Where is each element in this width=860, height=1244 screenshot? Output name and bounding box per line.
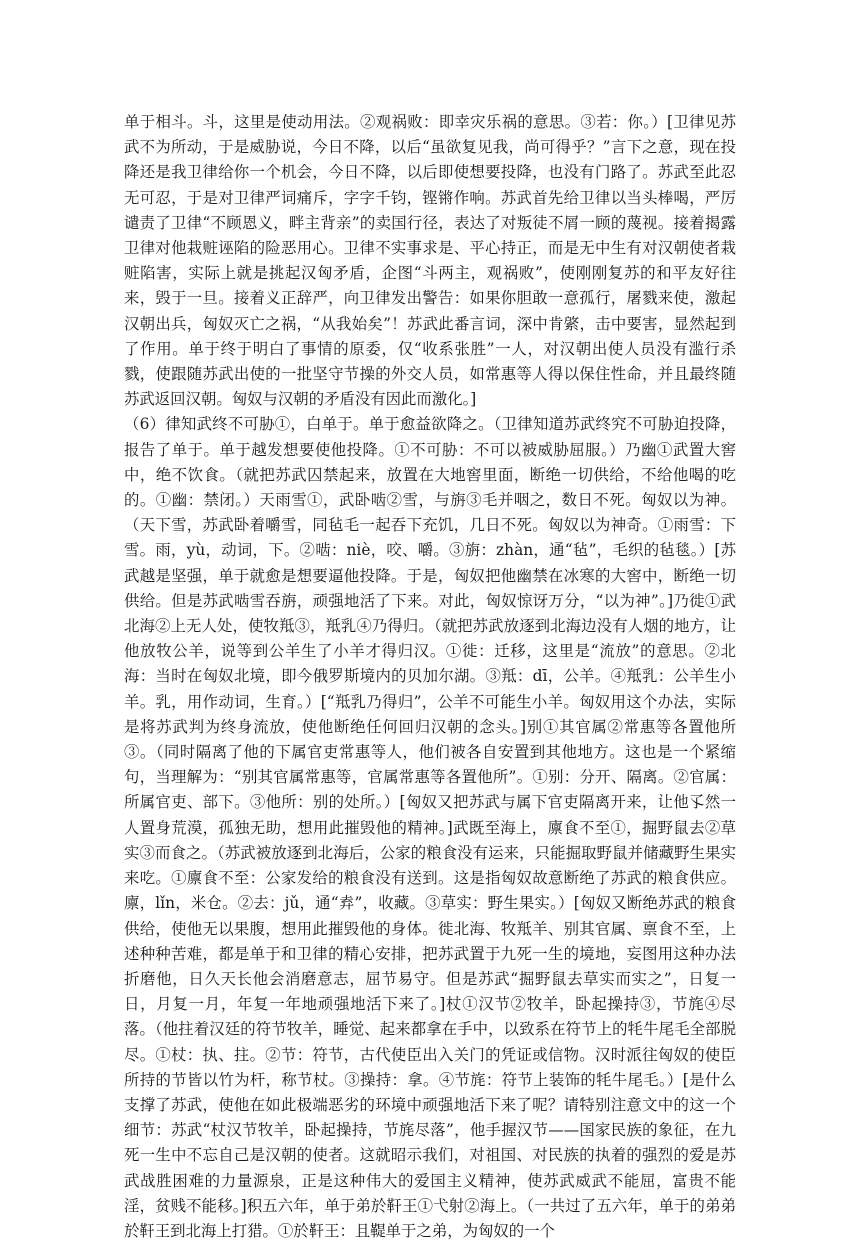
paragraph-section-6: （6）律知武终不可胁①，白单于。单于愈益欲降之。（卫律知道苏武终究不可胁迫投降，报告了单于。单于越发想要使他投降。①不可胁：不可以被威胁屈服。）乃幽①武置大窖中，绝不饮食。（就把苏武囚禁起来，放置在大地窖里面，断绝一切供给，不给他喝的吃的。①幽：禁闭。）天雨雪①，武卧啮②雪，与旃③毛并咽之，数日不死。匈奴以为神。（天下雪，苏武卧着嚼雪，同毡毛一起吞下充饥，几日不死。匈奴以为神奇。①雨雪：下雪。雨，yù，动词，下。②啮：niè，咬、嚼。③旃：zhàn，通“毡”，毛织的毡毯。）[苏武越是坚强，单于就愈是想要逼他投降。于是，匈奴把他幽禁在冰寒的大窖中，断绝一切供给。但是苏武啮雪吞旃，顽强地活了下来。对此，匈奴惊讶万分，“以为神”。]乃徙①武北海②上无人处，使牧羝③，羝乳④乃得归。（就把苏武放逐到北海边没有人烟的地方，让他放牧公羊，说等到公羊生了小羊才得归汉。①徙：迁移，这里是“流放”的意思。②北海：当时在匈奴北境，即今俄罗斯境内的贝加尔湖。③羝：dī，公羊。④羝乳：公羊生小羊。乳，用作动词，生育。）[“羝乳乃得归”，公羊不可能生小羊。匈奴用这个办法，实际是将苏武判为终身流放，使他断绝任何回归汉朝的念头。]别①其官属②常惠等各置他所③。（同时隔离了他的下属官吏常惠等人，他们被各自安置到其他地方。这也是一个紧缩句，当理解为：“别其官属常惠等，官属常惠等各置他所”。①别：分开、隔离。②官属：所属官吏、部下。③他所：别的处所。）[匈奴又把苏武与属下官吏隔离开来，让他孓然一人置身荒漠，孤独无助，想用此摧毁他的精神。]武既至海上，廪食不至①，掘野鼠去②草实③而食之。（苏武被放逐到北海后，公家的粮食没有运来，只能掘取野鼠并储藏野生果实来吃。①廪食不至：公家发给的粮食没有送到。这是指匈奴故意断绝了苏武的粮食供应。廪，lǐn，米仓。②去：jǔ，通“弆”，收藏。③草实：野生果实。）[匈奴又断绝苏武的粮食供给，使他无以果腹，想用此摧毁他的身体。徙北海、牧羝羊、别其官属、禀食不至，上述种种苦难，都是单于和卫律的精心安排，把苏武置于九死一生的境地，妄图用这种办法折磨他，日久天长他会消磨意志，屈节易守。但是苏武“掘野鼠去草实而实之”，日复一日，月复一月，年复一年地顽强地活下来了。]杖①汉节②牧羊，卧起操持③，节旄④尽落。（他拄着汉廷的符节牧羊，睡觉、起来都拿在手中，以致系在符节上的牦牛尾毛全部脱尽。①杖：执、拄。②节：符节，古代使臣出入关门的凭证或信物。汉时派往匈奴的使臣所持的节皆以竹为杆，称节杖。③操持：拿。④节旄：符节上装饰的牦牛尾毛。）[是什么支撑了苏武，使他在如此极端恶劣的环境中顽强地活下来了呢？请特别注意文中的这一个细节：苏武“杖汉节牧羊，卧起操持，节旄尽落”，他手握汉节——国家民族的象征，在九死一生中不忘自己是汉朝的使者。这就昭示我们，对祖国、对民族的执着的强烈的爱是苏武战胜困难的力量源泉，正是这种伟大的爱国主义精神，使苏武威武不能屈，富贵不能淫，贫贱不能移。]积五六年，单于弟於靬王①弋射②海上。（一共过了五六年，单于的弟弟於靬王到北海上打猎。①於靬王：且鞮单于之弟，为匈奴的一个 [124, 415, 736, 1240]
document-body [124, 110, 736, 1244]
paragraph-commentary-5: 单于相斗。斗，这里是使动用法。②观祸败：即幸灾乐祸的意思。③若：你。）[卫律见苏武不为所动，于是威胁说，今日不降，以后“虽欲复见我，尚可得乎？”言下之意，现在投降还是我卫律给你一个机会，今日不降，以后即使想要投降，也没有门路了。苏武至此忍无可忍，于是对卫律严词痛斥，字字千钧，铿锵作响。苏武首先给卫律以当头棒喝，严厉谴责了卫律“不顾恩义，畔主背亲”的卖国行径，表达了对叛徒不屑一顾的蔑视。接着揭露卫律对他栽赃诬陷的险恶用心。卫律不实事求是、平心持正，而是无中生有对汉朝使者栽赃陷害，实际上就是挑起汉匈矛盾，企图“斗两主，观祸败”，使刚刚复苏的和平友好往来，毁于一旦。接着义正辞严，向卫律发出警告：如果你胆敢一意孤行，屠戮来使，激起汉朝出兵，匈奴灭亡之祸，“从我始矣”！苏武此番言词，深中肯綮，击中要害，显然起到了作用。单于终于明白了事情的原委，仅“收系张胜”一人，对汉朝出使人员没有滥行杀戮，使跟随苏武出使的一批坚守节操的外交人员，如常惠等人得以保住性命，并且最终随苏武返回汉朝。匈奴与汉朝的矛盾没有因此而激化。] [124, 113, 736, 409]
